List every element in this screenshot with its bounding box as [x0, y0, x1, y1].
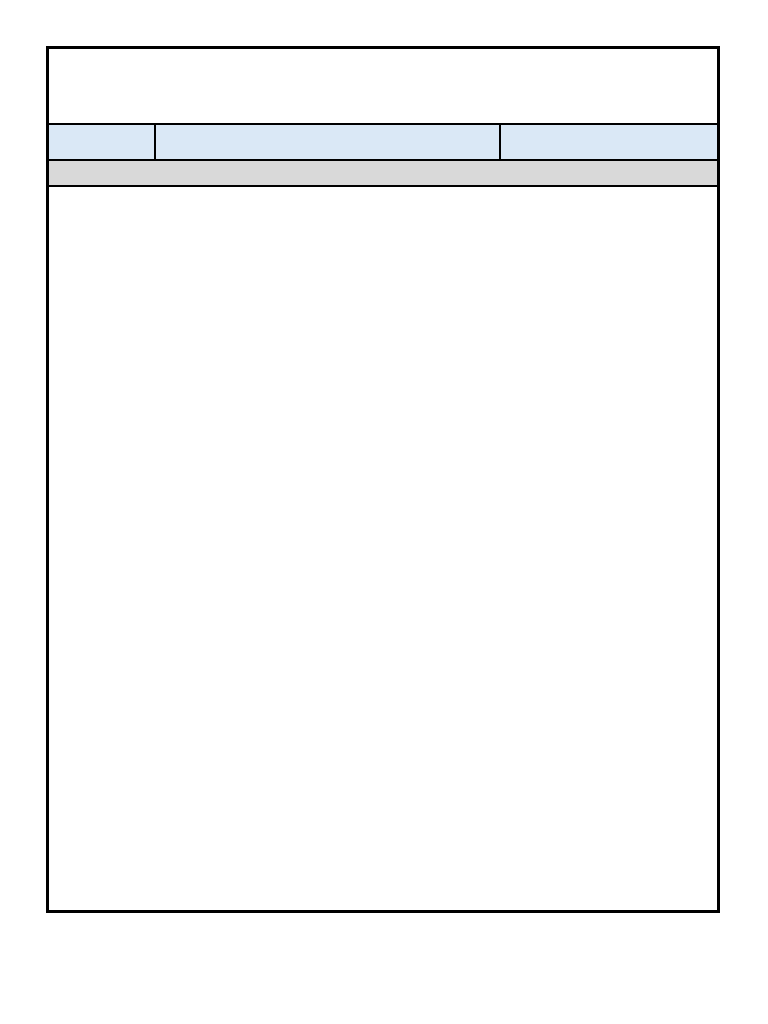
week-separator — [49, 161, 717, 187]
table-header — [49, 125, 717, 161]
header-subject — [156, 125, 501, 159]
title-row — [49, 49, 717, 125]
header-day — [49, 125, 156, 159]
timetable — [46, 46, 720, 913]
header-time — [501, 125, 717, 159]
